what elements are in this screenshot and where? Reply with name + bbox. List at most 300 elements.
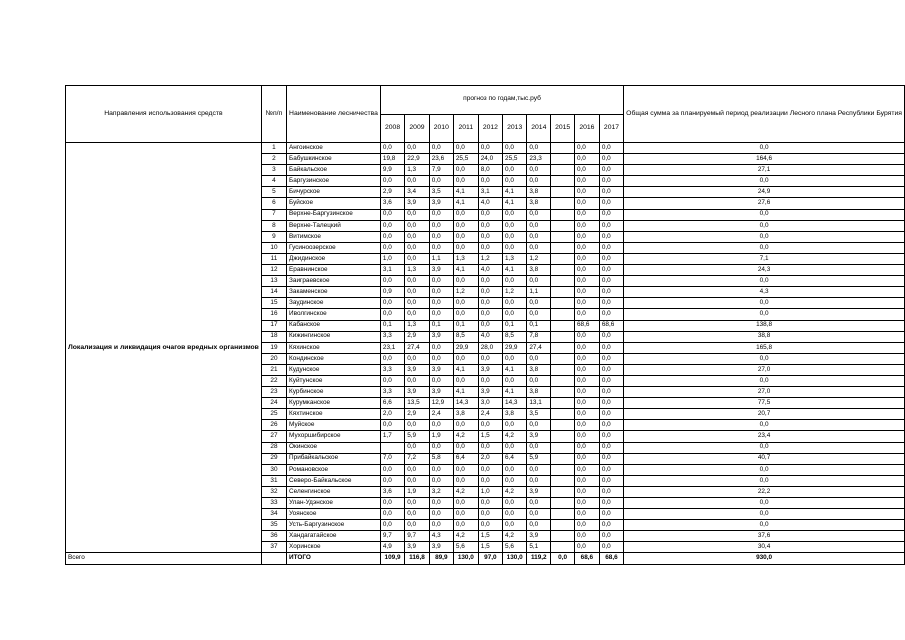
forestry-name: Верхне-Баргузинское bbox=[287, 209, 381, 220]
year-value: 0,0 bbox=[599, 420, 623, 431]
year-value: 0,0 bbox=[574, 464, 599, 475]
total-year-value: 130,0 bbox=[453, 553, 478, 564]
year-value: 0,0 bbox=[380, 353, 404, 364]
year-value: 3,0 bbox=[478, 398, 502, 409]
year-value bbox=[551, 464, 575, 475]
forestry-name: Гусиноозерское bbox=[287, 242, 381, 253]
year-value: 7,9 bbox=[429, 165, 453, 176]
year-value: 0,0 bbox=[478, 143, 502, 154]
total-row bbox=[66, 553, 905, 564]
year-value: 4,0 bbox=[478, 331, 502, 342]
year-value bbox=[551, 342, 575, 353]
year-value: 4,0 bbox=[478, 265, 502, 276]
year-value: 0,0 bbox=[478, 464, 502, 475]
year-value: 29,9 bbox=[503, 342, 527, 353]
year-value: 0,0 bbox=[599, 542, 623, 553]
forestry-name: Ангоинское bbox=[287, 143, 381, 154]
year-value bbox=[380, 442, 404, 453]
year-value: 0,0 bbox=[527, 475, 551, 486]
forestry-name: Окинское bbox=[287, 442, 381, 453]
year-value: 0,0 bbox=[429, 309, 453, 320]
year-value: 0,0 bbox=[574, 242, 599, 253]
row-number: 27 bbox=[261, 431, 286, 442]
row-number: 23 bbox=[261, 387, 286, 398]
year-value: 4,2 bbox=[453, 486, 478, 497]
year-value: 0,0 bbox=[574, 420, 599, 431]
forestry-name: Байкальское bbox=[287, 165, 381, 176]
year-value bbox=[551, 409, 575, 420]
year-value: 0,0 bbox=[599, 498, 623, 509]
year-value: 0,0 bbox=[478, 287, 502, 298]
year-value: 0,1 bbox=[503, 320, 527, 331]
year-value: 0,0 bbox=[429, 298, 453, 309]
year-value: 0,0 bbox=[574, 431, 599, 442]
forestry-name: Кабанское bbox=[287, 320, 381, 331]
year-value: 0,0 bbox=[574, 209, 599, 220]
year-value: 1,5 bbox=[478, 542, 502, 553]
year-value: 0,0 bbox=[574, 231, 599, 242]
year-value: 0,0 bbox=[429, 498, 453, 509]
year-value: 1,5 bbox=[478, 531, 502, 542]
year-value: 7,0 bbox=[380, 453, 404, 464]
year-value: 28,0 bbox=[478, 342, 502, 353]
year-value bbox=[551, 276, 575, 287]
year-value: 3,9 bbox=[478, 387, 502, 398]
year-value: 0,0 bbox=[429, 231, 453, 242]
year-value: 3,9 bbox=[405, 198, 430, 209]
year-value: 0,0 bbox=[405, 176, 430, 187]
row-number: 14 bbox=[261, 287, 286, 298]
year-value: 0,0 bbox=[599, 375, 623, 386]
row-total: 23,4 bbox=[624, 431, 905, 442]
row-number: 32 bbox=[261, 486, 286, 497]
year-value: 0,0 bbox=[453, 498, 478, 509]
year-value: 0,0 bbox=[503, 420, 527, 431]
year-value: 0,0 bbox=[503, 143, 527, 154]
year-value: 0,0 bbox=[527, 309, 551, 320]
year-value: 3,5 bbox=[527, 409, 551, 420]
year-header: 2012 bbox=[478, 114, 502, 143]
row-number: 19 bbox=[261, 342, 286, 353]
year-value: 0,0 bbox=[527, 520, 551, 531]
year-value: 0,0 bbox=[574, 331, 599, 342]
year-value: 0,0 bbox=[380, 242, 404, 253]
year-value: 0,0 bbox=[503, 242, 527, 253]
year-value: 0,0 bbox=[574, 143, 599, 154]
year-value: 0,0 bbox=[574, 287, 599, 298]
row-number: 4 bbox=[261, 176, 286, 187]
forestry-name: Романовское bbox=[287, 464, 381, 475]
year-value: 0,0 bbox=[503, 509, 527, 520]
total-name: ИТОГО bbox=[287, 553, 381, 564]
total-year-value: 109,9 bbox=[380, 553, 404, 564]
year-value: 0,0 bbox=[429, 464, 453, 475]
year-value: 2,0 bbox=[380, 409, 404, 420]
year-value: 3,2 bbox=[429, 486, 453, 497]
year-value: 9,7 bbox=[405, 531, 430, 542]
year-value: 23,6 bbox=[429, 154, 453, 165]
year-value: 19,8 bbox=[380, 154, 404, 165]
year-header: 2011 bbox=[453, 114, 478, 143]
row-total: 24,3 bbox=[624, 265, 905, 276]
year-value: 3,9 bbox=[527, 531, 551, 542]
year-value: 0,0 bbox=[599, 309, 623, 320]
forestry-name: Иволгинское bbox=[287, 309, 381, 320]
year-value: 1,5 bbox=[478, 431, 502, 442]
year-value: 0,0 bbox=[599, 287, 623, 298]
year-value: 0,0 bbox=[599, 464, 623, 475]
row-number: 31 bbox=[261, 475, 286, 486]
year-value: 1,2 bbox=[503, 287, 527, 298]
year-value: 0,0 bbox=[405, 442, 430, 453]
total-year-value: 68,6 bbox=[599, 553, 623, 564]
year-value: 0,0 bbox=[503, 220, 527, 231]
row-number: 13 bbox=[261, 276, 286, 287]
year-value: 0,0 bbox=[453, 242, 478, 253]
year-value: 1,3 bbox=[503, 253, 527, 264]
year-value: 23,1 bbox=[380, 342, 404, 353]
row-total: 24,9 bbox=[624, 187, 905, 198]
row-number: 20 bbox=[261, 353, 286, 364]
year-value: 9,7 bbox=[380, 531, 404, 542]
row-number: 25 bbox=[261, 409, 286, 420]
year-header: 2015 bbox=[551, 114, 575, 143]
year-value: 0,0 bbox=[599, 475, 623, 486]
year-value: 0,0 bbox=[453, 464, 478, 475]
row-total: 38,8 bbox=[624, 331, 905, 342]
year-value: 0,0 bbox=[478, 231, 502, 242]
year-value: 4,2 bbox=[453, 431, 478, 442]
year-value: 0,0 bbox=[453, 231, 478, 242]
row-number: 26 bbox=[261, 420, 286, 431]
forestry-name: Бичурское bbox=[287, 187, 381, 198]
year-value: 2,4 bbox=[478, 409, 502, 420]
row-number: 17 bbox=[261, 320, 286, 331]
year-value: 0,0 bbox=[574, 353, 599, 364]
year-value: 0,0 bbox=[405, 420, 430, 431]
year-value: 0,0 bbox=[478, 475, 502, 486]
year-value: 0,0 bbox=[599, 331, 623, 342]
year-value: 0,0 bbox=[380, 309, 404, 320]
year-value: 12,9 bbox=[429, 398, 453, 409]
total-year-value: 89,9 bbox=[429, 553, 453, 564]
year-value: 3,9 bbox=[429, 364, 453, 375]
year-value: 3,9 bbox=[429, 331, 453, 342]
year-value: 0,0 bbox=[453, 298, 478, 309]
year-value: 0,0 bbox=[574, 165, 599, 176]
year-value: 0,1 bbox=[527, 320, 551, 331]
year-value bbox=[551, 154, 575, 165]
year-value: 0,0 bbox=[429, 442, 453, 453]
direction-header: Направления использования средств bbox=[66, 86, 262, 143]
year-value: 0,0 bbox=[574, 520, 599, 531]
row-number: 1 bbox=[261, 143, 286, 154]
forestry-name: Баргузинское bbox=[287, 176, 381, 187]
year-value: 0,0 bbox=[527, 464, 551, 475]
forestry-name: Хоринское bbox=[287, 542, 381, 553]
year-value: 4,1 bbox=[453, 364, 478, 375]
year-value: 0,0 bbox=[478, 375, 502, 386]
year-value: 0,0 bbox=[527, 220, 551, 231]
year-value: 0,0 bbox=[405, 287, 430, 298]
year-value: 0,0 bbox=[527, 375, 551, 386]
year-value: 0,0 bbox=[503, 442, 527, 453]
year-value: 0,0 bbox=[453, 442, 478, 453]
forestry-name-header: Наименование лесничества bbox=[287, 86, 381, 143]
year-value: 8,0 bbox=[478, 165, 502, 176]
year-value: 0,0 bbox=[453, 475, 478, 486]
year-header: 2009 bbox=[405, 114, 430, 143]
year-value: 0,0 bbox=[599, 231, 623, 242]
forestry-name: Курумканское bbox=[287, 398, 381, 409]
year-value: 0,0 bbox=[574, 475, 599, 486]
year-value: 0,0 bbox=[574, 498, 599, 509]
year-value: 0,0 bbox=[429, 220, 453, 231]
row-total: 0,0 bbox=[624, 520, 905, 531]
year-value: 13,1 bbox=[527, 398, 551, 409]
row-number: 30 bbox=[261, 464, 286, 475]
year-value: 0,0 bbox=[405, 276, 430, 287]
year-header: 2008 bbox=[380, 114, 404, 143]
row-total: 0,0 bbox=[624, 220, 905, 231]
year-value: 0,0 bbox=[574, 398, 599, 409]
year-value: 1,1 bbox=[527, 287, 551, 298]
direction-cell: Локализация и ликвидация очагов вредных организмов bbox=[66, 143, 262, 553]
year-value: 0,0 bbox=[478, 353, 502, 364]
year-value: 0,0 bbox=[599, 364, 623, 375]
year-value: 0,0 bbox=[429, 353, 453, 364]
year-value: 7,8 bbox=[527, 331, 551, 342]
year-value: 0,0 bbox=[574, 298, 599, 309]
year-value: 3,8 bbox=[527, 265, 551, 276]
year-value: 0,0 bbox=[478, 520, 502, 531]
year-value: 29,9 bbox=[453, 342, 478, 353]
table-row bbox=[66, 143, 905, 154]
year-value: 0,0 bbox=[527, 353, 551, 364]
row-total: 0,0 bbox=[624, 464, 905, 475]
year-value: 0,0 bbox=[527, 231, 551, 242]
forestry-name: Кяхтинское bbox=[287, 409, 381, 420]
year-value: 0,0 bbox=[453, 165, 478, 176]
row-total: 0,0 bbox=[624, 176, 905, 187]
row-total: 0,0 bbox=[624, 209, 905, 220]
row-total: 0,0 bbox=[624, 309, 905, 320]
year-value: 0,0 bbox=[574, 375, 599, 386]
year-value: 0,0 bbox=[574, 198, 599, 209]
row-total: 0,0 bbox=[624, 242, 905, 253]
year-value: 0,0 bbox=[453, 176, 478, 187]
total-year-value: 119,2 bbox=[527, 553, 551, 564]
year-value bbox=[551, 187, 575, 198]
year-value: 3,9 bbox=[429, 387, 453, 398]
year-value: 0,0 bbox=[574, 509, 599, 520]
year-value: 1,7 bbox=[380, 431, 404, 442]
year-value: 0,0 bbox=[429, 209, 453, 220]
year-value bbox=[551, 509, 575, 520]
row-number: 28 bbox=[261, 442, 286, 453]
year-value: 5,6 bbox=[453, 542, 478, 553]
year-value: 4,1 bbox=[503, 187, 527, 198]
year-header: 2017 bbox=[599, 114, 623, 143]
row-number: 34 bbox=[261, 509, 286, 520]
year-value: 0,0 bbox=[574, 276, 599, 287]
total-year-value: 97,0 bbox=[478, 553, 502, 564]
year-value: 0,0 bbox=[478, 209, 502, 220]
year-value: 0,0 bbox=[478, 442, 502, 453]
year-value: 0,0 bbox=[380, 143, 404, 154]
year-value: 4,0 bbox=[478, 198, 502, 209]
year-value: 3,9 bbox=[405, 364, 430, 375]
year-value: 3,9 bbox=[527, 486, 551, 497]
year-value: 24,0 bbox=[478, 154, 502, 165]
year-value: 6,6 bbox=[380, 398, 404, 409]
year-value: 0,0 bbox=[574, 364, 599, 375]
year-value: 0,0 bbox=[453, 309, 478, 320]
year-value: 1,3 bbox=[405, 320, 430, 331]
year-value: 0,0 bbox=[599, 409, 623, 420]
year-value: 3,8 bbox=[527, 187, 551, 198]
year-value: 0,0 bbox=[405, 498, 430, 509]
row-number: 15 bbox=[261, 298, 286, 309]
forestry-name: Кижингинское bbox=[287, 331, 381, 342]
year-value: 0,0 bbox=[599, 198, 623, 209]
year-value bbox=[551, 220, 575, 231]
row-number: 21 bbox=[261, 364, 286, 375]
year-value: 0,0 bbox=[453, 209, 478, 220]
year-value: 0,0 bbox=[453, 509, 478, 520]
year-value: 0,0 bbox=[574, 542, 599, 553]
forestry-name: Хандагатайское bbox=[287, 531, 381, 542]
year-value: 0,0 bbox=[380, 420, 404, 431]
year-value bbox=[551, 531, 575, 542]
forestry-name: Заиграевское bbox=[287, 276, 381, 287]
year-value: 0,0 bbox=[503, 498, 527, 509]
year-value: 68,6 bbox=[599, 320, 623, 331]
row-total: 40,7 bbox=[624, 453, 905, 464]
year-value bbox=[551, 442, 575, 453]
year-value: 5,8 bbox=[429, 453, 453, 464]
year-value: 3,3 bbox=[380, 331, 404, 342]
year-value: 0,0 bbox=[574, 220, 599, 231]
forestry-name: Джидинское bbox=[287, 253, 381, 264]
forestry-name: Муйское bbox=[287, 420, 381, 431]
year-value: 4,3 bbox=[429, 531, 453, 542]
year-value: 4,2 bbox=[503, 431, 527, 442]
year-value bbox=[551, 498, 575, 509]
year-value: 3,9 bbox=[405, 387, 430, 398]
year-value: 1,0 bbox=[380, 253, 404, 264]
year-value: 2,9 bbox=[405, 331, 430, 342]
year-value: 3,9 bbox=[429, 265, 453, 276]
year-value: 0,0 bbox=[380, 498, 404, 509]
year-value: 0,0 bbox=[503, 165, 527, 176]
year-value: 0,1 bbox=[429, 320, 453, 331]
year-value: 0,0 bbox=[503, 276, 527, 287]
row-total: 27,1 bbox=[624, 165, 905, 176]
year-value bbox=[551, 364, 575, 375]
year-value bbox=[551, 398, 575, 409]
year-value: 0,0 bbox=[503, 375, 527, 386]
forestry-name: Буйское bbox=[287, 198, 381, 209]
year-value: 1,3 bbox=[453, 253, 478, 264]
year-value: 0,0 bbox=[574, 442, 599, 453]
year-value: 0,0 bbox=[599, 220, 623, 231]
year-value: 0,0 bbox=[527, 509, 551, 520]
year-value: 25,5 bbox=[503, 154, 527, 165]
forestry-name: Еравнинское bbox=[287, 265, 381, 276]
year-value: 0,0 bbox=[478, 309, 502, 320]
year-value: 0,1 bbox=[380, 320, 404, 331]
year-value: 0,0 bbox=[527, 276, 551, 287]
year-value: 1,3 bbox=[405, 265, 430, 276]
year-value: 0,0 bbox=[478, 420, 502, 431]
year-value: 3,3 bbox=[380, 364, 404, 375]
year-value: 3,9 bbox=[405, 542, 430, 553]
year-value: 4,9 bbox=[380, 542, 404, 553]
year-value: 0,0 bbox=[599, 143, 623, 154]
row-total: 0,0 bbox=[624, 276, 905, 287]
row-total: 0,0 bbox=[624, 475, 905, 486]
year-value: 0,0 bbox=[527, 498, 551, 509]
year-value bbox=[551, 298, 575, 309]
forestry-name: Заудинское bbox=[287, 298, 381, 309]
total-year-value: 130,0 bbox=[503, 553, 527, 564]
year-value: 0,0 bbox=[453, 353, 478, 364]
row-number: 5 bbox=[261, 187, 286, 198]
year-value: 0,0 bbox=[478, 242, 502, 253]
row-number: 35 bbox=[261, 520, 286, 531]
year-value: 0,0 bbox=[527, 242, 551, 253]
year-value: 0,0 bbox=[453, 420, 478, 431]
year-value bbox=[551, 176, 575, 187]
year-value: 5,6 bbox=[503, 542, 527, 553]
year-value: 3,8 bbox=[453, 409, 478, 420]
year-value: 2,0 bbox=[478, 453, 502, 464]
year-value: 0,0 bbox=[599, 442, 623, 453]
forestry-name: Северо-Байкальское bbox=[287, 475, 381, 486]
year-value: 3,9 bbox=[429, 542, 453, 553]
row-number: 9 bbox=[261, 231, 286, 242]
row-number: 2 bbox=[261, 154, 286, 165]
row-total: 0,0 bbox=[624, 298, 905, 309]
row-number: 37 bbox=[261, 542, 286, 553]
total-year-value: 116,8 bbox=[405, 553, 430, 564]
forestry-name: Бабушкинское bbox=[287, 154, 381, 165]
year-value: 0,0 bbox=[478, 498, 502, 509]
year-value: 0,0 bbox=[429, 475, 453, 486]
year-value bbox=[551, 542, 575, 553]
row-number: 7 bbox=[261, 209, 286, 220]
forestry-name: Закаменское bbox=[287, 287, 381, 298]
year-value: 3,1 bbox=[380, 265, 404, 276]
year-value: 0,0 bbox=[599, 187, 623, 198]
year-value: 2,9 bbox=[380, 187, 404, 198]
table-body bbox=[66, 143, 905, 565]
year-value: 3,1 bbox=[478, 187, 502, 198]
year-value: 0,0 bbox=[429, 342, 453, 353]
year-value bbox=[551, 475, 575, 486]
year-value: 0,0 bbox=[503, 309, 527, 320]
forestry-name: Кяхинское bbox=[287, 342, 381, 353]
year-value: 0,0 bbox=[405, 309, 430, 320]
year-value bbox=[551, 420, 575, 431]
forestry-name: Усть-Баргузинское bbox=[287, 520, 381, 531]
year-value bbox=[551, 320, 575, 331]
forestry-name: Кондинское bbox=[287, 353, 381, 364]
year-value: 0,9 bbox=[380, 287, 404, 298]
row-total: 4,3 bbox=[624, 287, 905, 298]
year-value: 14,3 bbox=[503, 398, 527, 409]
